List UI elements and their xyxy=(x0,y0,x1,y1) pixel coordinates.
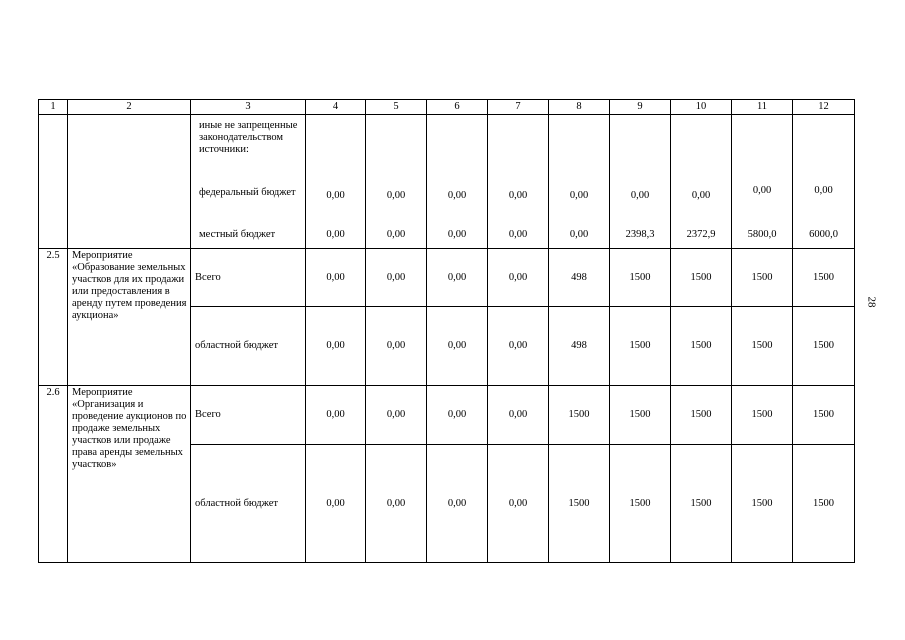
row-number-cell xyxy=(39,115,68,249)
item-name-cell: Мероприятие «Организация и проведение аукционов по продаже земельных участков или продаже права аренды земельных участков» xyxy=(68,386,191,563)
value-cell: 0,00 xyxy=(488,249,549,307)
value-cell: 1500 xyxy=(732,249,793,307)
value-cell: 1500 xyxy=(732,445,793,563)
value-cell xyxy=(366,115,427,249)
value-cell: 0,00 xyxy=(306,386,366,445)
value-cell: 1500 xyxy=(610,445,671,563)
regional-label-cell: областной бюджет xyxy=(191,445,306,563)
value-cell: 0,00 xyxy=(366,307,427,386)
header-cell: 11 xyxy=(732,100,793,115)
value-cell: 498 xyxy=(549,307,610,386)
local-value: 0,00 xyxy=(386,228,406,240)
value-cell: 498 xyxy=(549,249,610,307)
value-cell xyxy=(549,115,610,249)
value-cell: 1500 xyxy=(793,445,855,563)
value-cell: 1500 xyxy=(610,386,671,445)
budget-table xyxy=(38,99,855,563)
value-cell: 0,00 xyxy=(366,386,427,445)
value-cell: 0,00 xyxy=(306,249,366,307)
value-cell xyxy=(306,115,366,249)
other-sources-label: иные не запрещенные законодательством источники: xyxy=(199,119,298,155)
value-cell: 0,00 xyxy=(488,445,549,563)
local-value: 2372,9 xyxy=(686,228,716,240)
total-label-cell: Всего xyxy=(191,249,306,307)
local-value: 0,00 xyxy=(508,228,528,240)
value-cell: 0,00 xyxy=(488,307,549,386)
federal-value: 0,00 xyxy=(447,189,467,201)
header-cell: 7 xyxy=(488,100,549,115)
row-number-cell: 2.5 xyxy=(39,249,68,386)
local-value: 2398,3 xyxy=(625,228,655,240)
header-cell: 1 xyxy=(39,100,68,115)
header-cell: 5 xyxy=(366,100,427,115)
federal-value: 0,00 xyxy=(386,189,406,201)
value-cell: 1500 xyxy=(671,307,732,386)
header-cell: 3 xyxy=(191,100,306,115)
federal-value: 0,00 xyxy=(814,184,833,196)
header-cell: 12 xyxy=(793,100,855,115)
value-cell: 0,00 xyxy=(427,445,488,563)
value-cell xyxy=(427,115,488,249)
value-cell: 1500 xyxy=(671,249,732,307)
value-cell: 1500 xyxy=(671,445,732,563)
value-cell xyxy=(610,115,671,249)
row-name-cell xyxy=(68,115,191,249)
value-cell: 0,00 xyxy=(427,307,488,386)
federal-value: 0,00 xyxy=(508,189,528,201)
value-cell xyxy=(732,115,793,249)
federal-value: 0,00 xyxy=(691,189,711,201)
value-cell: 0,00 xyxy=(366,249,427,307)
header-cell: 9 xyxy=(610,100,671,115)
value-cell: 1500 xyxy=(793,249,855,307)
header-cell: 8 xyxy=(549,100,610,115)
row-number-cell: 2.6 xyxy=(39,386,68,563)
local-value: 0,00 xyxy=(569,228,589,240)
value-cell: 0,00 xyxy=(306,445,366,563)
value-cell: 1500 xyxy=(732,307,793,386)
regional-label-cell: областной бюджет xyxy=(191,307,306,386)
table-row-2-5-total xyxy=(39,249,855,307)
header-cell: 10 xyxy=(671,100,732,115)
value-cell: 0,00 xyxy=(366,445,427,563)
header-cell: 4 xyxy=(306,100,366,115)
value-cell xyxy=(671,115,732,249)
header-cell: 6 xyxy=(427,100,488,115)
local-value: 0,00 xyxy=(326,228,345,240)
source-cell xyxy=(191,115,306,249)
local-value: 6000,0 xyxy=(809,228,838,240)
value-cell: 0,00 xyxy=(427,386,488,445)
federal-value: 0,00 xyxy=(752,184,772,196)
page-number: 28 xyxy=(865,296,878,308)
value-cell: 1500 xyxy=(549,386,610,445)
local-budget-label: местный бюджет xyxy=(199,228,276,240)
value-cell: 1500 xyxy=(732,386,793,445)
total-label-cell: Всего xyxy=(191,386,306,445)
federal-value: 0,00 xyxy=(630,189,650,201)
value-cell: 0,00 xyxy=(306,307,366,386)
item-name-cell: Мероприятие «Образование земельных участков для их продажи или предоставления в аренду путем проведения аукциона» xyxy=(68,249,191,386)
value-cell: 0,00 xyxy=(488,386,549,445)
value-cell: 0,00 xyxy=(427,249,488,307)
value-cell: 1500 xyxy=(610,307,671,386)
value-cell xyxy=(488,115,549,249)
header-cell: 2 xyxy=(68,100,191,115)
federal-budget-label: федеральный бюджет xyxy=(199,186,296,198)
local-value: 0,00 xyxy=(447,228,467,240)
federal-value: 0,00 xyxy=(569,189,589,201)
value-cell: 1500 xyxy=(793,386,855,445)
federal-value: 0,00 xyxy=(326,189,345,201)
header-row xyxy=(39,100,855,115)
local-value: 5800,0 xyxy=(747,228,777,240)
value-cell: 1500 xyxy=(610,249,671,307)
table-row-other-sources xyxy=(39,115,855,249)
table-row-2-6-total xyxy=(39,386,855,445)
value-cell: 1500 xyxy=(793,307,855,386)
value-cell: 1500 xyxy=(671,386,732,445)
value-cell xyxy=(793,115,855,249)
value-cell: 1500 xyxy=(549,445,610,563)
